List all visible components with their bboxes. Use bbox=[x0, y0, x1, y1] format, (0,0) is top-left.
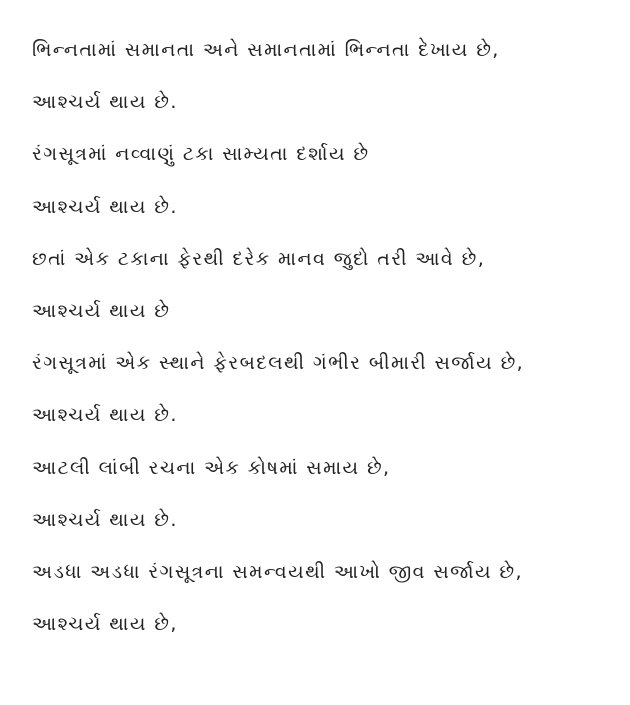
poem-line: આશ્ચર્ય થાય છે. bbox=[32, 195, 178, 218]
poem-line: રંગસૂત્રમાં એક સ્થાને ફેરબદલથી ગંભીર બીમારી સર્જાય છે, bbox=[32, 352, 525, 375]
poem-line: આશ્ચર્ય થાય છે, bbox=[32, 613, 178, 636]
poem-line: આટલી લાંબી રચના એક કોષમાં સમાય છે, bbox=[32, 456, 391, 479]
poem-text bbox=[32, 34, 622, 660]
poem-line: અડધા અડધા રંગસૂત્રના સમન્વયથી આખો જીવ સર્જાય છે, bbox=[32, 560, 523, 583]
poem-line: છતાં એક ટકાના ફેરથી દરેક માનવ જુદો તરી આવે છે, bbox=[32, 247, 486, 270]
poem-line: રંગસૂત્રમાં નવ્વાણું ટકા સામ્યતા દર્શાય છે bbox=[32, 143, 370, 166]
poem-line: આશ્ચર્ય થાય છે. bbox=[32, 404, 178, 427]
poem-line: ભિન્નતામાં સમાનતા અને સમાનતામાં ભિન્નતા દેખાય છે, bbox=[32, 39, 500, 61]
poem-line: આશ્ચર્ય થાય છે bbox=[32, 299, 171, 322]
poem-line: આશ્ચર્ય થાય છે. bbox=[32, 91, 178, 114]
poem-line: આશ્ચર્ય થાય છે. bbox=[32, 508, 178, 531]
